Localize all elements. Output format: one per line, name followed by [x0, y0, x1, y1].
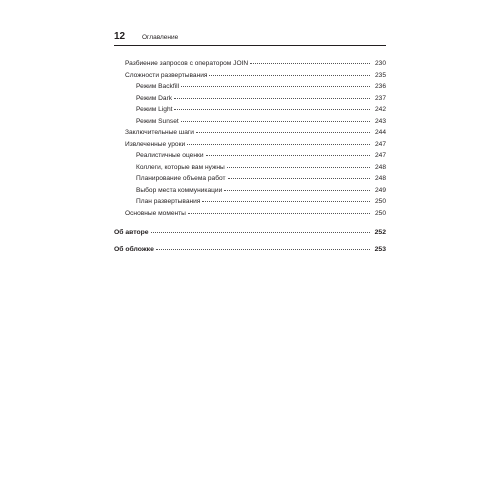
toc-entry-page: 242 [374, 106, 386, 113]
toc-entry-page: 253 [374, 245, 386, 253]
header-rule [114, 45, 386, 46]
toc-entry-title: Об обложке [114, 245, 154, 253]
toc-entry-page: 248 [374, 163, 386, 171]
toc-entry[interactable] [114, 150, 386, 162]
toc-entry-title: Режим Dark [136, 94, 173, 102]
dot-leader [202, 201, 370, 202]
dot-leader [250, 63, 370, 64]
toc-entry-title: Реалистичные оценки [136, 152, 204, 159]
dot-leader [206, 155, 370, 156]
toc-entry[interactable] [114, 208, 386, 220]
dot-leader [151, 232, 370, 233]
toc-entry-page: 244 [374, 129, 386, 136]
toc-chapter-entry[interactable] [114, 244, 386, 256]
toc-entry-title: Режим Light [136, 106, 173, 113]
dot-leader [174, 109, 370, 110]
toc-entry-title: Режим Backfill [136, 83, 180, 90]
toc-chapter-entry[interactable] [114, 227, 386, 239]
toc-entry[interactable] [114, 139, 386, 151]
page-number: 12 [114, 31, 126, 42]
toc-entry-page: 237 [374, 94, 386, 102]
toc-entry-page: 230 [374, 60, 386, 67]
toc-entry-page: 243 [374, 117, 386, 125]
dot-leader [181, 86, 370, 87]
dot-leader [156, 249, 370, 250]
toc-entry-title: Разбиение запросов с оператором JOIN [125, 60, 249, 67]
toc-entry[interactable] [114, 58, 386, 70]
toc-entry-title: План развертывания [136, 198, 201, 205]
toc-entry-page: 236 [374, 83, 386, 90]
dot-leader [224, 190, 370, 191]
toc-entry-title: Об авторе [114, 229, 149, 236]
toc-entry[interactable] [114, 104, 386, 116]
toc-entry[interactable] [114, 162, 386, 174]
toc-entry-title: Режим Sunset [136, 117, 179, 125]
toc-entry-title: Выбор места коммуникации [136, 186, 223, 194]
dot-leader [228, 178, 370, 179]
toc-entry-page: 235 [374, 71, 386, 79]
dot-leader [227, 167, 370, 168]
dot-leader [188, 213, 370, 214]
toc-entry[interactable] [114, 116, 386, 128]
toc-entry[interactable] [114, 93, 386, 105]
section-gap [114, 219, 386, 227]
dot-leader [174, 98, 370, 99]
page-header [114, 31, 386, 45]
dot-leader [187, 144, 370, 145]
toc-entry-page: 250 [374, 198, 386, 205]
toc-entry[interactable] [114, 70, 386, 82]
toc-entry-page: 248 [374, 175, 386, 182]
toc-entry-page: 252 [374, 229, 386, 236]
toc-entry-page: 247 [374, 152, 386, 159]
toc-entry-page: 250 [374, 209, 386, 217]
toc-entry-title: Извлеченные уроки [125, 140, 186, 148]
toc-entry[interactable] [114, 81, 386, 93]
dot-leader [196, 132, 370, 133]
running-title: Оглавление [142, 34, 179, 41]
toc-entry[interactable] [114, 173, 386, 185]
toc-entry-title: Сложности развертывания [125, 71, 208, 79]
table-of-contents [114, 58, 386, 255]
toc-entry-title: Основные моменты [125, 209, 186, 217]
toc-entry-title: Коллеги, которые вам нужны [136, 163, 225, 171]
toc-entry[interactable] [114, 185, 386, 197]
toc-entry[interactable] [114, 196, 386, 208]
toc-entry-page: 249 [374, 186, 386, 194]
dot-leader [181, 121, 370, 122]
toc-entry-title: Заключительные шаги [125, 129, 194, 136]
toc-entry[interactable] [114, 127, 386, 139]
dot-leader [209, 75, 370, 76]
toc-entry-page: 247 [374, 140, 386, 148]
toc-entry-title: Планирование объема работ [136, 175, 226, 182]
